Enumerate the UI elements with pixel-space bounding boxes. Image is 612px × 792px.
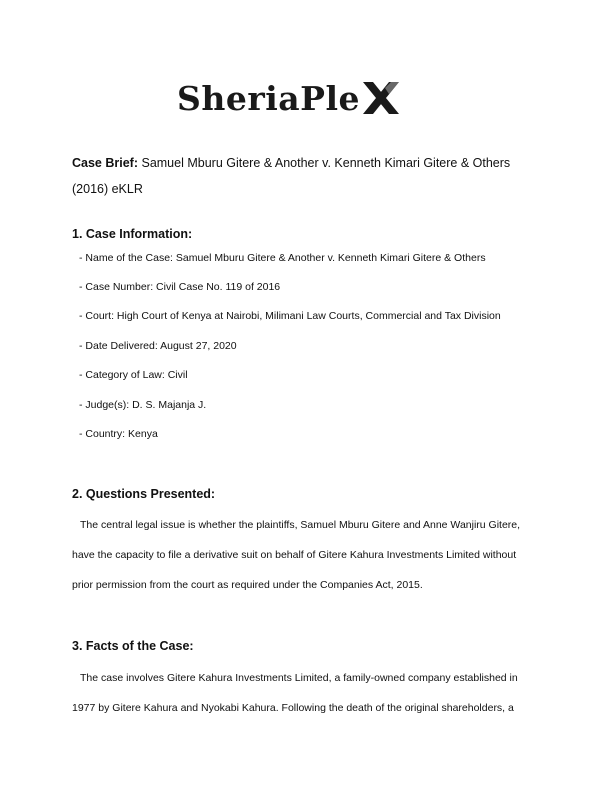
- info-case-number: - Case Number: Civil Case No. 119 of 2016: [79, 281, 281, 293]
- info-country: - Country: Kenya: [79, 428, 158, 440]
- info-case-name: - Name of the Case: Samuel Mburu Gitere & Another v. Kenneth Kimari Gitere & Others: [79, 252, 486, 264]
- info-date-delivered: - Date Delivered: August 27, 2020: [79, 340, 237, 352]
- logo-wordmark: SheriaPle: [177, 78, 360, 118]
- info-category: - Category of Law: Civil: [79, 369, 188, 381]
- info-court: - Court: High Court of Kenya at Nairobi, Milimani Law Courts, Commercial and Tax Division: [79, 310, 501, 322]
- questions-presented-text: The central legal issue is whether the plaintiffs, Samuel Mburu Gitere and Anne Wanjiru Gitere, have the capacity to file a derivative suit on behalf of Gitere Kahura Investments Limited without prior permission from the court as required under the Companies Act, 2015.: [72, 519, 521, 591]
- info-judges: - Judge(s): D. S. Majanja J.: [79, 399, 207, 411]
- sheriaplex-logo: [177, 76, 401, 120]
- section-heading-facts: 3. Facts of the Case:: [72, 639, 194, 653]
- case-brief-title: [72, 150, 542, 202]
- section-heading-case-information: 1. Case Information:: [72, 227, 193, 241]
- logo-x-icon: [361, 80, 401, 116]
- case-brief-label: Case Brief:: [72, 156, 138, 170]
- case-title: Samuel Mburu Gitere & Another v. Kenneth Kimari Gitere & Others (2016) eKLR: [72, 156, 511, 196]
- facts-text: The case involves Gitere Kahura Investments Limited, a family-owned company established in 1977 by Gitere Kahura and Nyokabi Kahura. Following the death of the original shareholders, a: [72, 672, 518, 714]
- section-heading-questions-presented: 2. Questions Presented:: [72, 487, 216, 501]
